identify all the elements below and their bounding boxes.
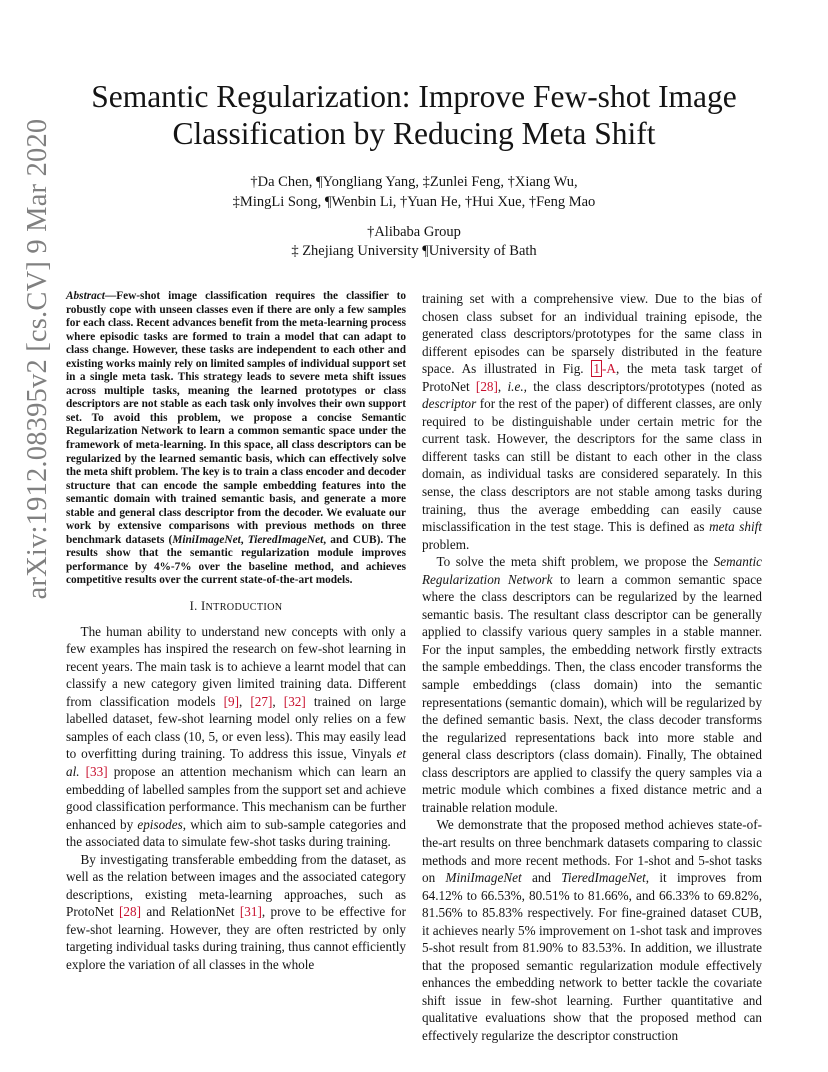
authors-line-1: †Da Chen, ¶Yongliang Yang, ‡Zunlei Feng, †Xiang Wu,: [250, 174, 578, 190]
section-first-letter: I: [201, 599, 206, 614]
intro-paragraph-2-continued: [422, 290, 762, 553]
text-run: problem.: [422, 536, 470, 552]
text-run: ,: [497, 378, 508, 394]
text-run: , it improves from 64.12% to 66.53%, 80.51% to 81.66%, and 66.33% to 69.82%, 81.56% to 85.83% respectively. For fine-grained dataset CUB, it achieves nearly 5% improvement on 1-shot task and improves 5-shot result from 81.90% to 83.53%. In addition, we illustrate that the proposed semantic regularization module effectively enhances the embedding network to better tackle the covariate shift issue in few-shot learning. Further quantitative and qualitative evaluations show that the proposed method can effectively regularize the descriptor construction: [422, 870, 762, 1043]
section-numeral: I.: [189, 599, 202, 614]
affiliations: [200, 223, 628, 261]
abstract-separator: ,: [240, 533, 248, 546]
abstract-text-a: —Few-shot image classification requires the classifier to robustly cope with unseen classes even if there are only a few samples for each class. Recent advances benefit from the meta-learning process where episodic tasks are formed to train a model that can adapt to class change. However, these tasks are independent to each other and existing works mainly rely on limited samples of individual support set in a single meta task. This strategy leads to severe meta shift issues across multiple tasks, meaning the learned prototypes or class descriptors are not stable as each task only involves their own support set. To avoid this problem, we propose a concise Semantic Regularization Network to learn a common semantic space under the framework of meta-learning. In this space, all class descriptors can be regularized by the learned semantic basis, which can effectively solve the meta shift problem. The key is to train a class encoder and decoder structure that can encode the sample embedding features into the semantic domain with trained semantic basis, and generate a more stable and general class descriptor from the decoder. We evaluate our work by extensive comparisons with previous methods on three benchmark datasets (: [66, 290, 406, 546]
text-run: ,: [272, 693, 284, 709]
emph-tieredimagenet: TieredImageNet: [561, 870, 646, 886]
section-rest: NTRODUCTION: [205, 602, 283, 614]
citation-9[interactable]: [9]: [223, 693, 239, 709]
text-run: ,: [239, 693, 251, 709]
right-column: [422, 290, 762, 1045]
text-run: the class descriptors/prototypes (noted as: [526, 378, 763, 394]
authors-line-2: ‡MingLi Song, ¶Wenbin Li, †Yuan He, †Hui Xue, †Feng Mao: [232, 194, 596, 210]
text-run: , which aim to sub-sample categories and the associated data to simulate few-shot tasks during training.: [66, 816, 406, 850]
text-run: propose an attention mechanism which can learn an embedding of labelled samples from the support set and achieve good classification performance. This mechanism can be further enhanced by: [66, 763, 407, 832]
abstract-dataset-2: TieredImageNet: [247, 533, 324, 546]
text-run: , the meta task target of ProtoNet: [422, 361, 762, 394]
abstract-text-b: , and CUB). The results show that the semantic regularization module improves performance by 4%-7% over the baseline method, and achieves competitive results over the current state-of-the-art models.: [66, 533, 406, 587]
citation-28b[interactable]: [28]: [475, 378, 498, 394]
emph-miniimagenet: MiniImageNet: [445, 870, 522, 886]
left-column: [66, 290, 406, 974]
affiliation-line-1: †Alibaba Group: [367, 224, 461, 240]
abstract-label: Abstract: [66, 290, 105, 302]
title-line-1: Semantic Regularization: Improve Few-shot Image: [91, 79, 737, 114]
emph-descriptor: descriptor: [422, 396, 477, 412]
arxiv-identifier: arXiv:1912.08395v2 [cs.CV] 9 Mar 2020: [22, 118, 53, 600]
text-run: and RelationNet: [140, 904, 240, 920]
intro-paragraph-2: [66, 851, 406, 974]
figure-reference[interactable]: [591, 360, 602, 377]
figure-number[interactable]: 1: [593, 361, 601, 377]
abstract: [66, 290, 406, 588]
text-run: to learn a common semantic space where the class descriptors can be regularized by the learned semantic basis. The resultant class descriptor can be generally applied to classify various query samples in a stable manner. For the input samples, the embedding network firstly extracts the sample embeddings. Then, the class encoder transforms the sample embeddings (class domain) into the semantic representations (semantic domain), which will be regularized by the defined semantic basis. Next, the class decoder transforms the regularized representations back into more stable and general class descriptors (class domain). Finally, The obtained class descriptors are applied to classify the query samples via a metric module which combines a fixed distance metric and a trainable relation module.: [422, 571, 762, 815]
citation-28[interactable]: [28]: [119, 904, 141, 920]
affiliation-line-2: ‡ Zhejiang University ¶University of Bath: [291, 243, 537, 259]
text-run: By investigating transferable embedding from the dataset, as well as the relation between images and the associated category descriptions, existing meta-learning approaches, such as ProtoNet: [66, 851, 406, 920]
citation-33[interactable]: [33]: [85, 763, 108, 779]
text-run: We demonstrate that the proposed method achieves state-of-the-art results on three benchmark datasets comparing to classic methods and more recent methods. For 1-shot and 5-shot tasks on: [422, 817, 762, 886]
abstract-dataset-1: MiniImageNet: [172, 533, 241, 546]
emph-srn: Semantic Regularization Network: [422, 554, 762, 587]
citation-31[interactable]: [31]: [239, 904, 262, 920]
text-run: The human ability to understand new concepts with only a few examples has inspired the research on few-shot learning in recent years. The main task is to achieve a learnt model that can classify a new category given limited training data. Different from classification models: [66, 623, 406, 709]
figure-subpanel[interactable]: -A: [602, 361, 616, 377]
text-run: and: [521, 870, 562, 886]
text-run: , prove to be effective for few-shot learning. However, they are often restricted by only targeting individual tasks during training, thus cannot efficiently explore the variation of all classes in the whole: [66, 904, 407, 972]
text-run: for the rest of the paper) of different classes, are only required to be distinguishable under certain metric for the current task. However, the descriptors for the same class in different tasks can still be distant to each other in the class domain, as individual tasks are considered separately. In this sense, the class descriptors are not stable among tasks during training, thus the average embedding can easily cause misclassification in the test stage. This is defined as: [422, 396, 762, 535]
intro-paragraph-4: [422, 816, 762, 1044]
title-line-2: Classification by Reducing Meta Shift: [172, 116, 656, 151]
emph-et-al: et al.: [66, 746, 406, 779]
text-run: training set with a comprehensive view. Due to the bias of chosen class subset for an individual training episode, the generated class descriptors/prototypes for the same class in different episodes can be sparsely distributed in the feature space. As illustrated in Fig.: [422, 291, 762, 377]
paper-title: [40, 78, 788, 152]
text-run: To solve the meta shift problem, we propose the: [436, 554, 714, 570]
emph-ie: i.e.,: [507, 378, 527, 394]
intro-paragraph-3: [422, 553, 762, 816]
section-heading-introduction: [66, 598, 406, 617]
emph-episodes: episodes: [137, 816, 183, 832]
text-run: trained on large labelled dataset, few-shot learning model only relies on a few samples of each class (10, 5, or even less). This may easily lead to overfitting during training. To address this issue, Vinyals: [66, 693, 407, 762]
author-list: [120, 172, 708, 212]
citation-27[interactable]: [27]: [250, 693, 273, 709]
intro-paragraph-1: [66, 623, 406, 851]
citation-32[interactable]: [32]: [283, 693, 306, 709]
emph-meta-shift: meta shift: [709, 519, 762, 535]
